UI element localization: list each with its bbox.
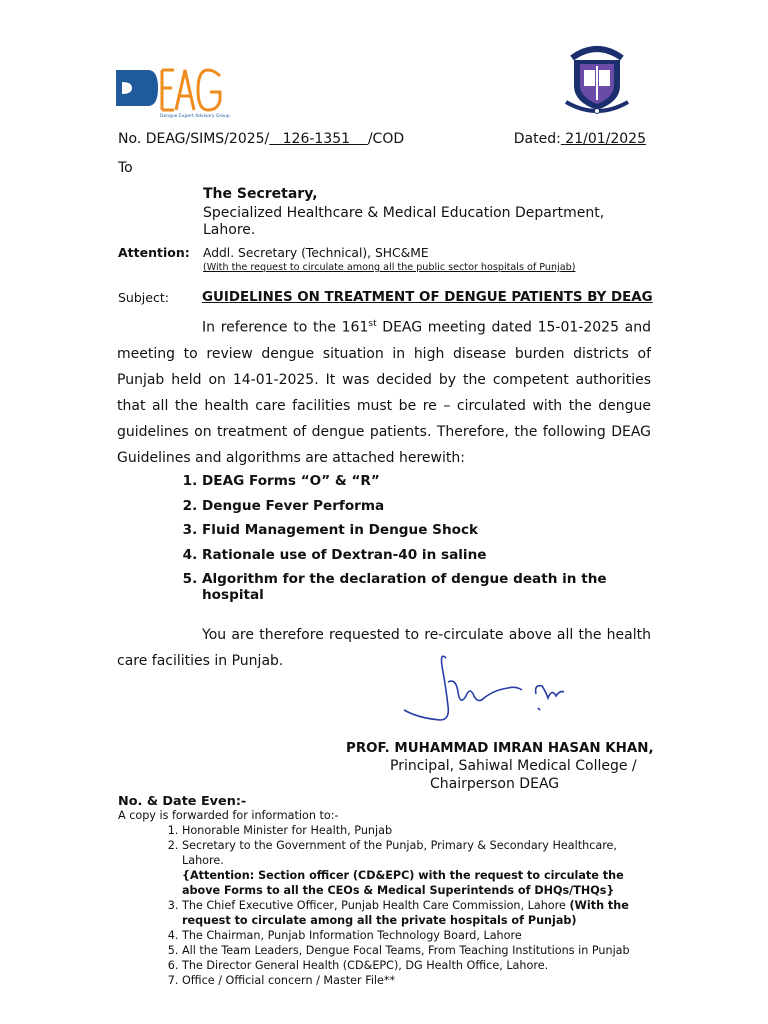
signatory-name: PROF. MUHAMMAD IMRAN HASAN KHAN, (346, 741, 654, 756)
reference-number (118, 131, 404, 147)
distribution-text: The Chief Executive Officer, Punjab Health Care Commission, Lahore (182, 899, 570, 912)
copy-intro: A copy is forwarded for information to:- (118, 809, 339, 822)
attention-label: Attention: (118, 245, 190, 260)
even-heading: No. & Date Even:- (118, 794, 247, 809)
attachment-item (202, 473, 660, 489)
recipient-city: Lahore. (203, 222, 256, 238)
para1-rest: DEAG meeting dated 15-01-2025 and meeting to review dengue situation in high disease burden districts of Punjab held on 14-01-2025. It was decided by the competent authorities that all the health care facilities must be re – circulated with the dengue guidelines on treatment of dengue patients. Therefore, the following DEAG Guidelines and algorithms are attached herewith: (117, 319, 652, 466)
deag-logo (114, 66, 230, 118)
ref-number-value: 126-1351 (282, 131, 351, 147)
letter-date (514, 131, 646, 147)
distribution-item (182, 823, 660, 838)
distribution-text: Secretary to the Government of the Punjab, Primary & Secondary Healthcare, Lahore. (182, 839, 617, 867)
body-paragraph-2: You are therefore requested to re-circulate above all the health care facilities in Punjab. (117, 627, 651, 669)
distribution-item (182, 973, 660, 988)
distribution-text: The Chairman, Punjab Information Technology Board, Lahore (182, 929, 522, 942)
date-text: 21/01/2025 (565, 131, 646, 147)
distribution-item (182, 838, 660, 898)
distribution-list (160, 823, 660, 988)
to-label: To (118, 160, 133, 176)
body-paragraph-1 (117, 311, 651, 471)
date-value (561, 131, 646, 147)
recipient-department: Specialized Healthcare & Medical Education Department, (203, 205, 605, 221)
attachment-item (202, 571, 660, 603)
ref-suffix: /COD (367, 131, 405, 147)
distribution-item (182, 958, 660, 973)
distribution-item (182, 943, 660, 958)
attachment-item (202, 522, 660, 538)
dated-label: Dated: (513, 131, 561, 147)
distribution-item (182, 928, 660, 943)
distribution-text: All the Team Leaders, Dengue Focal Teams, From Teaching Institutions in Punjab (182, 944, 630, 957)
attachments-list (180, 473, 660, 612)
attention-note: (With the request to circulate among all the public sector hospitals of Punjab) (203, 262, 576, 273)
deag-tagline: Dengue Expert Advisory Group (160, 114, 230, 119)
attachment-item (202, 547, 660, 563)
attachment-label: Algorithm for the declaration of dengue death in the hospital (202, 571, 607, 603)
distribution-text: Office / Official concern / Master File** (182, 974, 396, 987)
distribution-note: {Attention: Section officer (CD&EPC) with the request to circulate the above Forms to all the CEOs & Medical Superintends of DHQs/THQs} (182, 869, 624, 897)
distribution-note: (With the request to circulate among all the private hospitals of Punjab) (182, 899, 629, 927)
subject-text: GUIDELINES ON TREATMENT OF DENGUE PATIENTS BY DEAG (202, 290, 653, 305)
signatory-role: Chairperson DEAG (430, 776, 560, 792)
attachment-label: Dengue Fever Performa (202, 497, 385, 514)
attachment-item (202, 498, 660, 514)
para1-start: In reference to the 161 (202, 319, 369, 336)
attention-to: Addl. Secretary (Technical), SHC&ME (203, 246, 429, 260)
distribution-text: The Director General Health (CD&EPC), DG Health Office, Lahore. (182, 959, 549, 972)
attachment-label: DEAG Forms “O” & “R” (202, 473, 380, 489)
ordinal-suffix: st (368, 319, 377, 329)
subject-label: Subject: (118, 290, 169, 305)
ref-number (269, 131, 368, 147)
attachment-label: Rationale use of Dextran-40 in saline (202, 546, 487, 563)
recipient-title: The Secretary, (203, 186, 318, 202)
distribution-item (182, 898, 660, 928)
signature (398, 648, 578, 728)
ref-prefix: No. DEAG/SIMS/2025/ (118, 131, 270, 147)
college-crest (558, 40, 636, 116)
attachment-label: Fluid Management in Dengue Shock (202, 522, 479, 538)
distribution-text: Honorable Minister for Health, Punjab (182, 824, 393, 837)
signatory-designation: Principal, Sahiwal Medical College / (390, 758, 637, 774)
